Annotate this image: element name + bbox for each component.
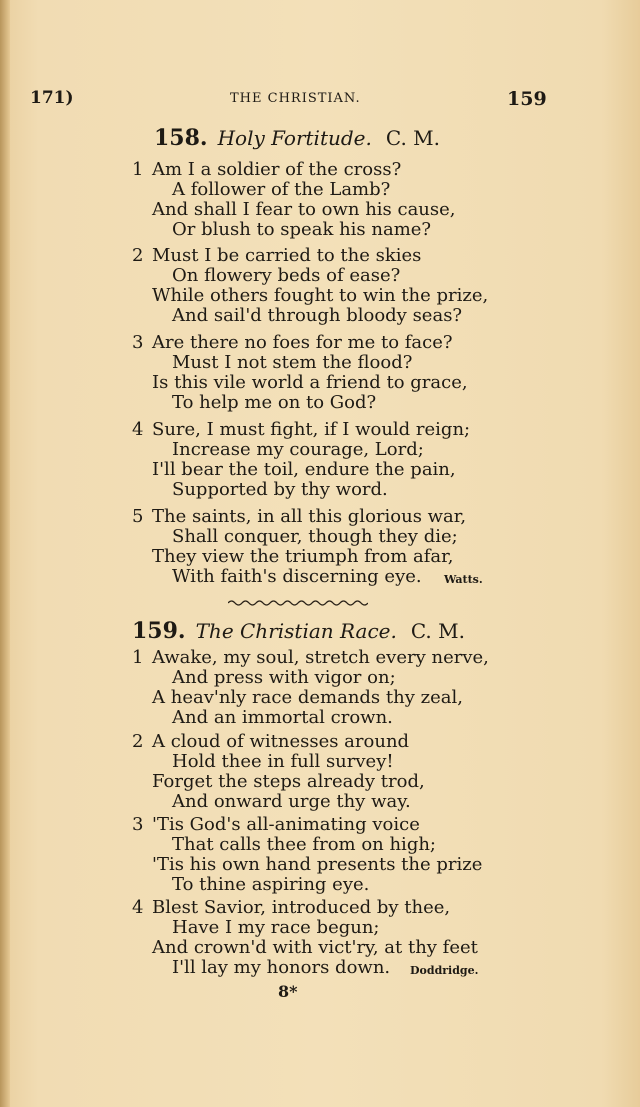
header-title: THE CHRISTIAN.	[230, 91, 361, 106]
verse-line: Shall conquer, though they die;	[172, 526, 458, 547]
hymn-159-title	[132, 618, 465, 644]
verse-line: I'll lay my honors down.	[172, 957, 391, 978]
verse-line: Must I not stem the flood?	[172, 352, 413, 373]
verse-number: 1	[132, 647, 144, 668]
printer-signature-mark: 8*	[278, 982, 298, 1001]
verse-line: 'Tis his own hand presents the prize	[152, 854, 483, 875]
page-spine-edge	[0, 0, 10, 1107]
verse-line: A follower of the Lamb?	[172, 179, 391, 200]
verse-line: To thine aspiring eye.	[172, 874, 370, 895]
verse-line: And press with vigor on;	[172, 667, 396, 688]
verse-number: 2	[132, 245, 144, 266]
verse-number: 1	[132, 159, 144, 180]
verse-line: And onward urge thy way.	[172, 791, 411, 812]
verse-line: They view the triumph from afar,	[152, 546, 454, 567]
verse-line: A heav'nly race demands thy zeal,	[152, 687, 463, 708]
attribution: Doddridge.	[410, 964, 479, 977]
hymn-meter: C. M.	[385, 126, 441, 150]
hymn-number: 158.	[154, 125, 208, 151]
verse-line: While others fought to win the prize,	[152, 285, 489, 306]
verse-line: With faith's discerning eye.	[172, 566, 422, 587]
verse-number: 4	[132, 897, 144, 918]
verse-line: And an immortal crown.	[172, 707, 393, 728]
hymn-158-title	[154, 125, 440, 151]
verse-line: The saints, in all this glorious war,	[152, 506, 467, 527]
verse-line: Is this vile world a friend to grace,	[152, 372, 468, 393]
ornamental-divider	[228, 598, 368, 608]
attribution: Watts.	[444, 573, 483, 586]
verse-line: Hold thee in full survey!	[172, 751, 394, 772]
verse-number: 2	[132, 731, 144, 752]
verse-line: 'Tis God's all-animating voice	[152, 814, 420, 835]
verse-number: 3	[132, 332, 144, 353]
verse-line: Blest Savior, introduced by thee,	[152, 897, 451, 918]
verse-line: Sure, I must fight, if I would reign;	[152, 419, 471, 440]
verse-line: Am I a soldier of the cross?	[152, 159, 402, 180]
verse-line: And sail'd through bloody seas?	[172, 305, 463, 326]
verse-line: Or blush to speak his name?	[172, 219, 432, 240]
page-number: 159	[507, 88, 547, 110]
verse-line: Must I be carried to the skies	[152, 245, 422, 266]
header-ref: 171)	[30, 88, 74, 108]
verse-line: On flowery beds of ease?	[172, 265, 401, 286]
verse-line: And shall I fear to own his cause,	[152, 199, 456, 220]
verse-line: Are there no foes for me to face?	[152, 332, 453, 353]
verse-number: 5	[132, 506, 144, 527]
verse-line: And crown'd with vict'ry, at thy feet	[152, 937, 478, 958]
hymn-name: Holy Fortitude.	[217, 126, 372, 150]
hymn-name: The Christian Race.	[195, 619, 397, 643]
verse-number: 3	[132, 814, 144, 835]
verse-line: That calls thee from on high;	[172, 834, 436, 855]
verse-line: Awake, my soul, stretch every nerve,	[152, 647, 489, 668]
hymn-number: 159.	[132, 618, 186, 644]
running-header	[0, 88, 640, 112]
verse-line: Forget the steps already trod,	[152, 771, 425, 792]
verse-line: Have I my race begun;	[172, 917, 380, 938]
verse-line: To help me on to God?	[172, 392, 377, 413]
hymn-meter: C. M.	[410, 619, 465, 643]
verse-line: I'll bear the toil, endure the pain,	[152, 459, 456, 480]
verse-line: A cloud of witnesses around	[152, 731, 410, 752]
verse-number: 4	[132, 419, 144, 440]
verse-line: Supported by thy word.	[172, 479, 388, 500]
verse-line: Increase my courage, Lord;	[172, 439, 424, 460]
